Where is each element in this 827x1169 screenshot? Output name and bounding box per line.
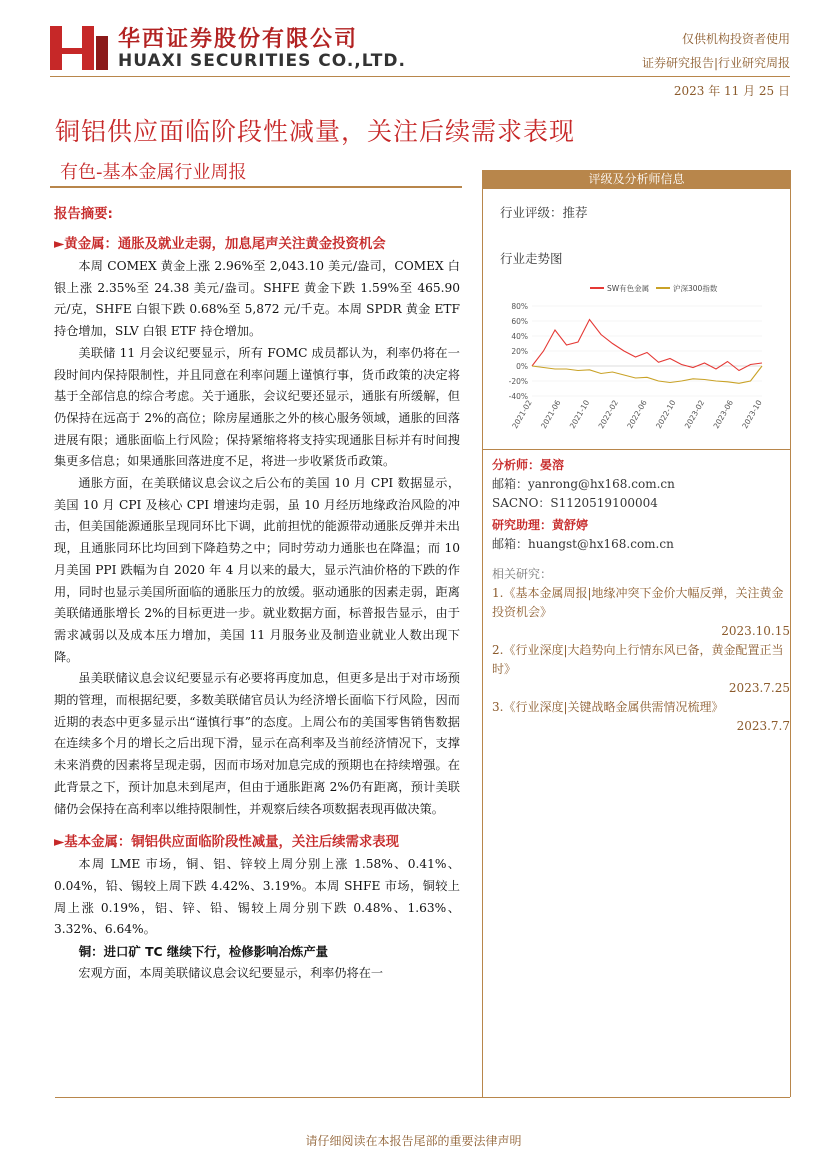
x-tick-label: 2022-02: [596, 398, 620, 431]
company-name-en: HUAXI SECURITIES CO.,LTD.: [118, 51, 406, 71]
industry-rating: 行业评级：推荐: [500, 205, 588, 220]
y-tick-label: 60%: [511, 317, 528, 326]
sidebar-border-left: [482, 170, 483, 1097]
footer-divider: [55, 1097, 790, 1098]
x-tick-label: 2022-10: [654, 398, 678, 431]
x-tick-label: 2022-06: [625, 398, 649, 431]
summary-heading: 报告摘要:: [54, 207, 113, 222]
copper-subheading: 铜：进口矿 TC 继续下行，检修影响冶炼产量: [78, 944, 329, 960]
info-bar: 评级及分析师信息: [482, 170, 791, 189]
x-tick-label: 2023-06: [711, 398, 735, 431]
y-tick-label: -20%: [508, 377, 528, 386]
x-tick-label: 2023-10: [740, 398, 764, 431]
copper-paragraph: 宏观方面，本周美联储议息会议纪要显示，利率仍将在一: [78, 965, 384, 980]
legend-label-1: SW有色金属: [607, 284, 650, 293]
x-tick-label: 2021-10: [567, 398, 592, 431]
related-title: 相关研究：: [492, 567, 553, 581]
analyst-name: 分析师：晏溶: [492, 458, 565, 472]
related-date-1: 2023.10.15: [721, 624, 790, 638]
assistant-email: 邮箱：huangst@hx168.com.cn: [492, 537, 674, 551]
related-date-3: 2023.7.7: [736, 719, 790, 733]
subtitle-divider: [50, 186, 462, 188]
report-title: 铜铝供应面临阶段性减量，关注后续需求表现: [55, 117, 576, 146]
x-tick-label: 2021-02: [510, 398, 534, 431]
sidebar: [482, 170, 791, 733]
gold-section-heading: ►黄金属：通胀及就业走弱，加息尾声关注黄金投资机会: [54, 237, 386, 252]
summary-column: [54, 204, 460, 985]
related-item-1[interactable]: 1.《基本金属周报|地缘冲突下金价大幅反弹，关注黄金投资机会》: [492, 586, 784, 619]
legend-label-2: 沪深300指数: [673, 284, 718, 293]
company-name-cn: 华西证券股份有限公司: [118, 27, 359, 52]
report-date: 2023 年 11 月 25 日: [673, 84, 790, 98]
huaxi-logo: [50, 26, 112, 70]
gold-paragraph-4: 虽美联储议息会议纪要显示有必要将再度加息，但更多是出于对市场预期的管理，而根据纪要，多数美联储官员认为经济增长面临下行风险，因而近期的表态中更多显示出“谨慎行事”的态度。上周公布的美国零售销售数据在连续多个月的增长之后出现下滑，显示在高利率及当前经济情况下，支撑未来消费的因素将呈现走弱，因而市场对加息完成的预期也在持续增强。在此背景之下，预计加息未到尾声，但由于通胀距离 2%仍有距离，预计美联储仍会保持在高利率以维持限制性，并观察后续各项数据表现再做决策。: [54, 671, 460, 816]
sidebar-border-right: [790, 170, 791, 1097]
y-tick-label: -40%: [508, 392, 528, 401]
audience-note: 仅供机构投资者使用: [681, 32, 790, 46]
related-research: [492, 565, 790, 736]
x-tick-label: 2023-02: [682, 398, 707, 431]
header-divider: [50, 76, 790, 77]
gold-paragraph-3: 通胀方面，在美联储议息会议之后公布的美国 10 月 CPI 数据显示，美国 10 月 CPI 及核心 CPI 增速均走弱，虽 10 月经历地缘政治风险的冲击，但美国能源通胀呈现同环比下调，此前担忧的能源带动通胀反弹并未出现，且通胀同环比均回到下降趋势之中；同时劳动力通胀也在降温；而 10 月美国 PPI 跌幅为自 2020 年 4 月以来的最大，显示汽油价格的下跌的作用，同时也显示美国所面临的通胀压力的放缓。驱动通胀的因素走弱，距离美联储通胀增长 2%的目标更进一步。就业数据方面，标普报告显示，由于需求减弱以及成本压力增加，美国 11 月服务业及制造业就业人数出现下降。: [54, 476, 460, 664]
related-item-2[interactable]: 2.《行业深度|大趋势向上行情东风已备，黄金配置正当时》: [492, 643, 784, 676]
chart-divider: [482, 449, 791, 450]
y-tick-label: 20%: [511, 347, 528, 356]
series-line-1: [532, 320, 762, 371]
analyst-email: 邮箱：yanrong@hx168.com.cn: [492, 477, 675, 491]
assistant-block: [492, 516, 674, 554]
base-metal-section-heading: ►基本金属：铜铝供应面临阶段性减量，关注后续需求表现: [54, 835, 400, 851]
related-item-3[interactable]: 3.《行业深度|关键战略金属供需情况梳理》: [492, 700, 724, 714]
analyst-block: [492, 456, 675, 513]
x-tick-label: 2021-06: [539, 398, 563, 431]
industry-trend-chart: [490, 274, 790, 444]
gold-paragraph-1: 本周 COMEX 黄金上涨 2.96%至 2,043.10 美元/盎司，COMEX 白银上涨 2.35%至 24.38 美元/盎司。SHFE 黄金下跌 1.59%至 465.90 元/克，SHFE 白银下跌 0.68%至 5,872 元/千克。本周 SPDR 黄金 ETF 持仓增加，SLV 白银 ETF 持仓增加。: [54, 259, 460, 339]
report-subtitle: 有色-基本金属行业周报: [60, 162, 247, 183]
analyst-sacno: SACNO：S1120519100004: [492, 496, 658, 510]
gold-paragraph-2: 美联储 11 月会议纪要显示，所有 FOMC 成员都认为，利率仍将在一段时间内保持限制性，并且同意在利率问题上谨慎行事，货币政策的决定将基于全部信息的综合考虑。关于通胀，会议纪要还显示，通胀有所缓解，但仍保持在远高于 2%的高位；除房屋通胀之外的核心服务领域，通胀的回落进展有限；通胀面临上行风险；保持紧缩将将支持实现通胀目标并有时间搜集更多信息；如果通胀回落进度不足，将进一步收紧货币政策。: [54, 345, 460, 469]
y-tick-label: 40%: [511, 332, 528, 341]
assistant-name: 研究助理：黄舒婷: [492, 518, 589, 532]
y-tick-label: 0%: [516, 362, 528, 371]
related-date-2: 2023.7.25: [728, 681, 790, 695]
chart-title: 行业走势图: [500, 251, 563, 266]
base-metal-paragraph-1: 本周 LME 市场，铜、铝、锌较上周分别上涨 1.58%、0.41%、0.04%，铅、锡较上周下跌 4.42%、3.19%。本周 SHFE 市场，铜较上周上涨 0.19%，铝、锌、铅、锡较上周分别下跌 0.48%、1.63%、3.32%、6.64%。: [54, 857, 460, 937]
report-type: 证券研究报告|行业研究周报: [641, 56, 790, 70]
legal-footer: 请仔细阅读在本报告尾部的重要法律声明: [305, 1134, 522, 1148]
y-tick-label: 80%: [511, 302, 528, 311]
